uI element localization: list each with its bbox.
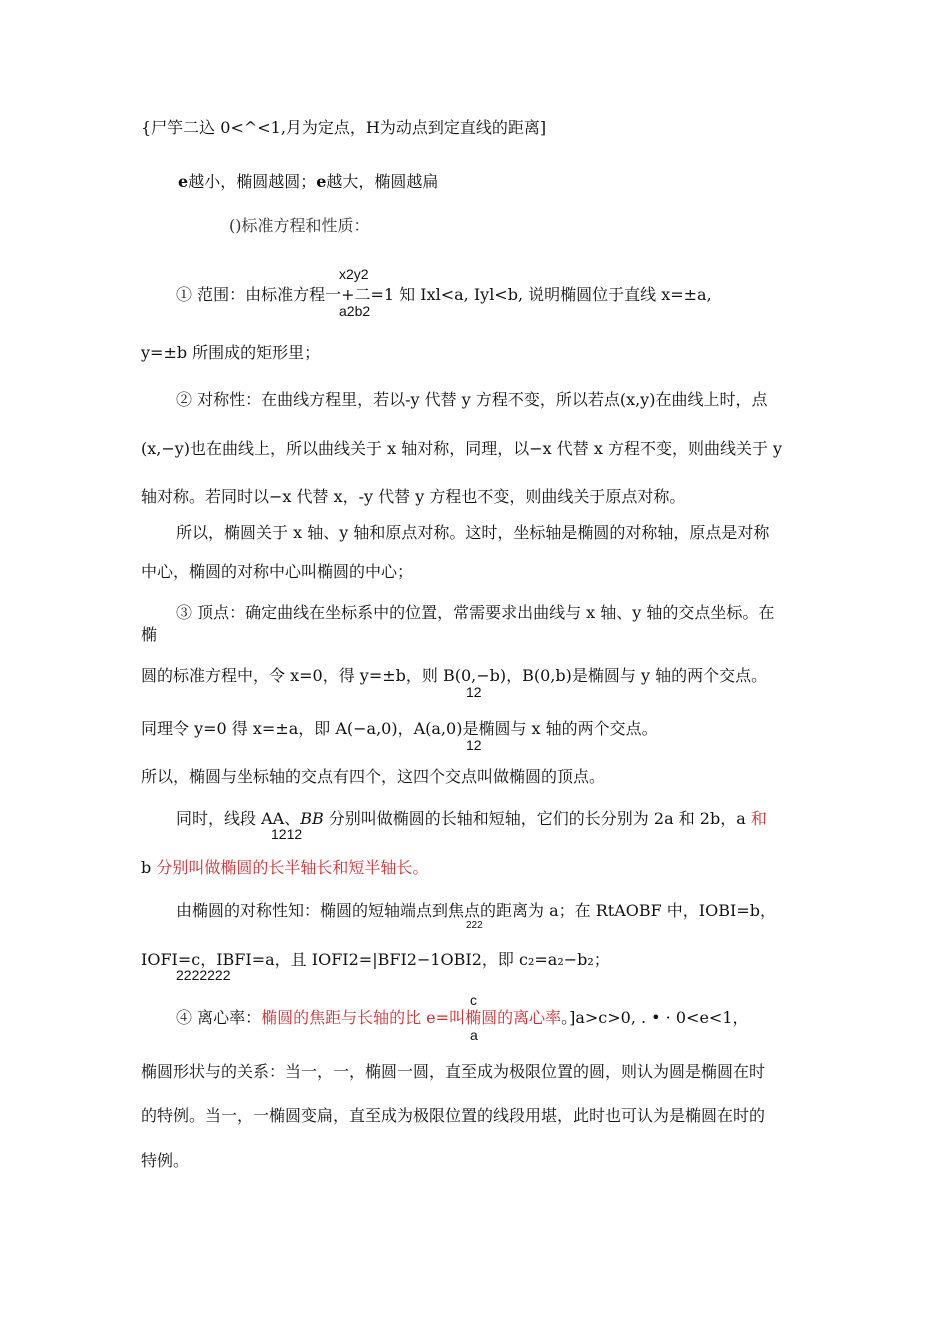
- vertex-line-1: ③ 顶点：确定曲线在坐标系中的位置，常需要求出曲线与 x 轴、y 轴的交点坐标。在: [176, 603, 775, 622]
- text-run: 越小，椭圆越圆；: [188, 172, 317, 191]
- shape-relation-line-3: 特例。: [141, 1151, 190, 1170]
- vertex-line-3: 同理令 y=0 得 x=±a，即 A(−a,0)，A(a,0)是椭圆与 x 轴的两个交点。: [141, 719, 658, 738]
- subscript-marker: 1212: [271, 826, 303, 842]
- focus-distance-line: 由椭圆的对称性知：椭圆的短轴端点到焦点的距离为 a；在 RtAOBF 中，IOBI=b，: [176, 901, 776, 920]
- vertex-line-1-wrap: 椭: [141, 625, 158, 644]
- text-run: 分别叫做椭圆的长轴和短轴，它们的长分别为 2a 和 2b，a: [323, 809, 751, 828]
- symmetry-line-2: (x,−y)也在曲线上，所以曲线关于 x 轴对称，同理，以−x 代替 x 方程不变，则曲线关于 y: [141, 439, 783, 458]
- symmetry-summary-2: 中心，椭圆的对称中心叫椭圆的中心；: [141, 562, 414, 581]
- text-run: b: [141, 858, 157, 877]
- fraction-denominator: a2b2: [339, 303, 371, 319]
- fraction-denominator: a: [470, 1027, 478, 1043]
- subscript-marker: 222: [466, 920, 483, 931]
- eccentricity-line: [176, 1008, 749, 1028]
- vertex-line-4: 所以，椭圆与坐标轴的交点有四个，这四个交点叫做椭圆的顶点。: [141, 767, 606, 786]
- axes-line-1: [176, 809, 767, 829]
- shape-relation-line-1: 椭圆形状与的关系：当一，一，椭圆一圆，直至成为极限位置的圆，则认为圆是椭圆在时: [141, 1062, 766, 1081]
- subscript-marker: 12: [466, 737, 482, 753]
- symmetry-summary-1: 所以，椭圆关于 x 轴、y 轴和原点对称。这时，坐标轴是椭圆的对称轴，原点是对称: [176, 523, 770, 542]
- subscript-marker: 2222222: [176, 967, 231, 983]
- text-run: BB: [300, 809, 324, 828]
- symmetry-line-3: 轴对称。若同时以−x 代替 x，-y 代替 y 方程也不变，则曲线关于原点对称。: [141, 487, 686, 506]
- highlighted-text: 椭圆的焦距与长轴的比 e=: [261, 1008, 450, 1027]
- symmetry-line-1: ② 对称性：在曲线方程里，若以-y 代替 y 方程不变，所以若点(x,y)在曲线上时，点: [176, 390, 768, 409]
- shape-relation-line-2: 的特例。当一，一椭圆变扁，直至成为极限位置的线段用堪，此时也可认为是椭圆在时的: [141, 1106, 766, 1125]
- section-heading: ()标准方程和性质：: [229, 216, 370, 235]
- axes-line-2: [141, 858, 428, 878]
- eccentricity-shape-line: [178, 172, 438, 192]
- range-line-cont: y=±b 所围成的矩形里；: [141, 343, 321, 362]
- highlighted-text: 叫椭圆的离心率: [449, 1008, 562, 1027]
- vertex-line-2: 圆的标准方程中，令 x=0，得 y=±b，则 B(0,−b)，B(0,b)是椭圆与 y 轴的两个交点。: [141, 666, 768, 685]
- highlighted-text: 和: [750, 809, 767, 828]
- range-line: ① 范围：由标准方程一+二=1 知 Ixl<a, Iyl<b, 说明椭圆位于直线 x=±a,: [176, 285, 712, 304]
- text-run: ④ 离心率：: [176, 1008, 262, 1027]
- subscript-marker: 12: [466, 684, 482, 700]
- focus-relation-line: IOFI=c，IBFI=a，且 IOFI2=|BFI2−1OBI2，即 c₂=a₂−b₂；: [141, 950, 610, 969]
- text-run: 越大，椭圆越扁: [326, 172, 439, 191]
- text-run: 。]a>c>0, . • · 0<e<1，: [561, 1008, 749, 1027]
- highlighted-text: 分别叫做椭圆的长半轴长和短半轴长。: [156, 858, 429, 877]
- fraction-numerator: c: [470, 992, 477, 1008]
- eccentricity-definition-line: {尸竽二込 0<^<1,月为定点，H为动点到定直线的距离]: [141, 118, 547, 137]
- e-symbol: e: [316, 172, 327, 191]
- text-run: 同时，线段 AA、: [176, 809, 301, 828]
- fraction-numerator: x2y2: [339, 266, 369, 282]
- e-symbol: e: [178, 172, 189, 191]
